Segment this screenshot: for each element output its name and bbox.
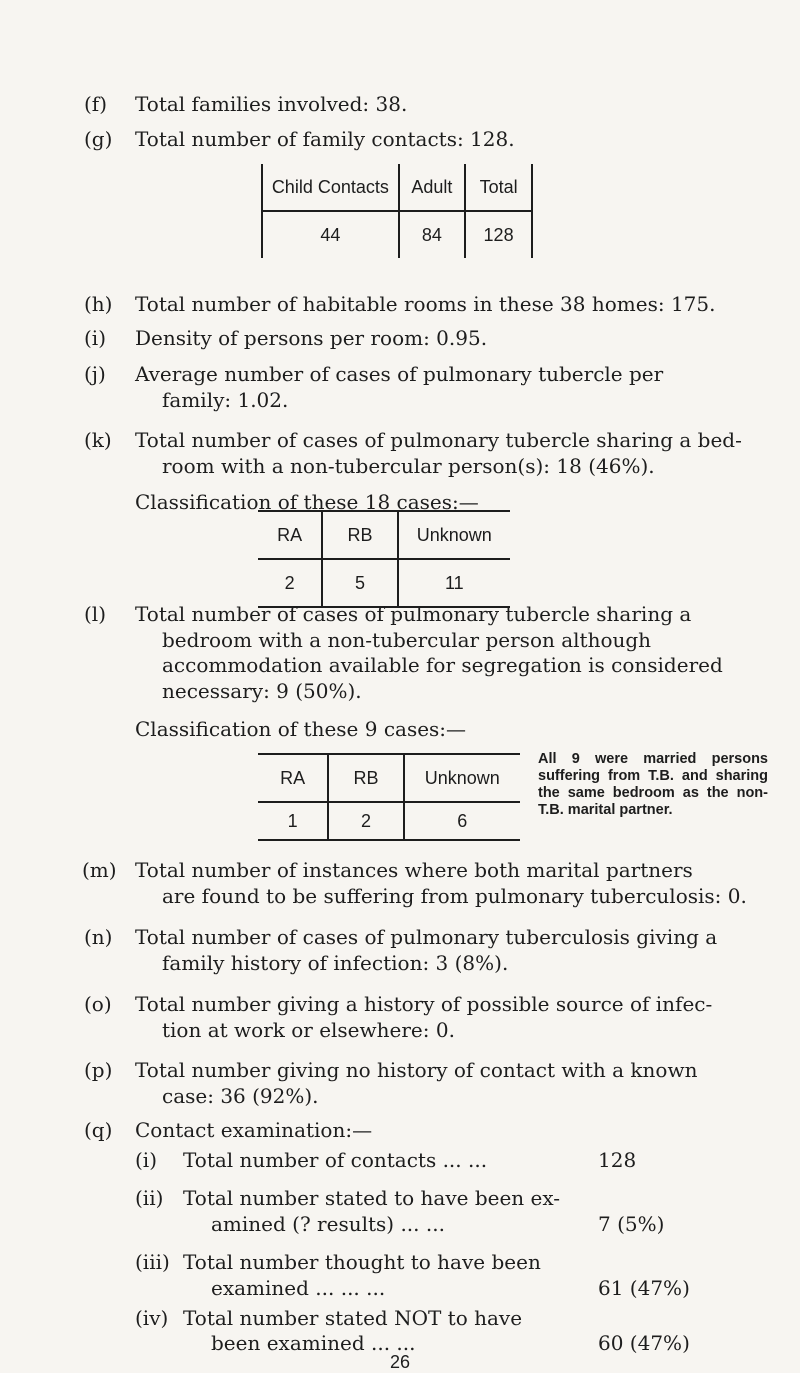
- marital-note: All 9 were married persons suffering from T.B. and sharing the same bedroom as the non-T.B. marital partner.: [538, 751, 768, 818]
- table-cell: 2: [328, 802, 403, 840]
- table-cell: 2: [284, 572, 295, 593]
- table-header-cell: RA: [258, 511, 322, 559]
- item-g-text: Total number of family contacts: 128.: [135, 127, 515, 151]
- item-n-line1: Total number of cases of pulmonary tuberculosis giving a: [135, 925, 718, 949]
- item-p-line1: Total number giving no history of contact with a known: [135, 1058, 698, 1082]
- exam-label: (iv): [135, 1306, 169, 1330]
- exam-value: 128: [598, 1148, 637, 1172]
- table-header-cell: RB: [328, 754, 403, 802]
- table-header-cell: Adult: [399, 164, 465, 211]
- item-label-o: (o): [84, 992, 112, 1016]
- item-n-line2: family history of infection: 3 (8%).: [162, 951, 509, 975]
- table-header-cell: RA: [258, 754, 328, 802]
- item-label-k: (k): [84, 428, 112, 452]
- item-p-line2: case: 36 (92%).: [162, 1084, 319, 1108]
- item-k-classification: Classification of these 18 cases:—: [135, 490, 479, 514]
- table-cell: 44: [320, 224, 341, 245]
- exam-text: amined (? results) ... ...: [211, 1212, 445, 1236]
- table-header-cell: Child Contacts: [262, 164, 399, 211]
- table-cell: 11: [398, 559, 510, 607]
- item-l-line2: bedroom with a non-tubercular person although: [162, 628, 652, 652]
- item-m-line2: are found to be suffering from pulmonary tuberculosis: 0.: [162, 884, 747, 908]
- item-l-line3: accommodation available for segregation is considered: [162, 653, 723, 677]
- item-f-text: Total families involved: 38.: [135, 92, 408, 116]
- exam-label: (ii): [135, 1186, 164, 1210]
- item-l-classification: Classification of these 9 cases:—: [135, 717, 467, 741]
- exam-text: Total number of contacts ... ...: [183, 1148, 488, 1172]
- exam-label: (iii): [135, 1250, 170, 1274]
- family-contacts-table: [261, 164, 533, 258]
- item-o-line2: tion at work or elsewhere: 0.: [162, 1018, 455, 1042]
- page-number: 26: [389, 1352, 411, 1372]
- table-cell: 128: [465, 211, 532, 258]
- exam-text: been examined ... ...: [211, 1331, 416, 1355]
- table-cell: 5: [322, 559, 397, 607]
- l-classification-table: [258, 753, 520, 841]
- item-label-h: (h): [84, 292, 113, 316]
- exam-text: examined ... ... ...: [211, 1276, 386, 1300]
- table-cell: 6: [404, 802, 520, 840]
- item-label-j: (j): [84, 362, 106, 386]
- table-header-cell: Unknown: [398, 511, 510, 559]
- exam-text: Total number thought to have been: [183, 1250, 541, 1274]
- item-label-f: (f): [84, 92, 108, 116]
- item-o-line1: Total number giving a history of possible source of infec-: [135, 992, 713, 1016]
- item-k-line2: room with a non-tubercular person(s): 18 (46%).: [162, 454, 655, 478]
- exam-text: Total number stated to have been ex-: [183, 1186, 561, 1210]
- table-header-cell: Total: [465, 164, 532, 211]
- table-header-cell: RB: [322, 511, 397, 559]
- item-k-line1: Total number of cases of pulmonary tubercle sharing a bed-: [135, 428, 742, 452]
- item-i-text: Density of persons per room: 0.95.: [135, 326, 488, 350]
- table-header-cell: Unknown: [404, 754, 520, 802]
- item-label-n: (n): [84, 925, 113, 949]
- item-j-line1: Average number of cases of pulmonary tubercle per: [135, 362, 664, 386]
- exam-label: (i): [135, 1148, 158, 1172]
- k-classification-table: [258, 510, 510, 608]
- exam-value: 61 (47%): [598, 1276, 690, 1300]
- item-h-text: Total number of habitable rooms in these 38 homes: 175.: [135, 292, 716, 316]
- item-j-line2: family: 1.02.: [162, 388, 289, 412]
- exam-value: 7 (5%): [598, 1212, 665, 1236]
- item-l-line4: necessary: 9 (50%).: [162, 679, 362, 703]
- item-label-g: (g): [84, 127, 113, 151]
- item-label-l: (l): [84, 602, 107, 626]
- table-cell: 84: [399, 211, 465, 258]
- table-cell: 1: [287, 810, 298, 831]
- item-q-text: Contact examination:—: [135, 1118, 373, 1142]
- exam-value: 60 (47%): [598, 1331, 690, 1355]
- item-label-p: (p): [84, 1058, 113, 1082]
- item-l-line1: Total number of cases of pulmonary tubercle sharing a: [135, 602, 692, 626]
- item-label-q: (q): [84, 1118, 113, 1142]
- item-label-m: (m): [82, 858, 117, 882]
- item-m-line1: Total number of instances where both marital partners: [135, 858, 693, 882]
- item-label-i: (i): [84, 326, 107, 350]
- exam-text: Total number stated NOT to have: [183, 1306, 523, 1330]
